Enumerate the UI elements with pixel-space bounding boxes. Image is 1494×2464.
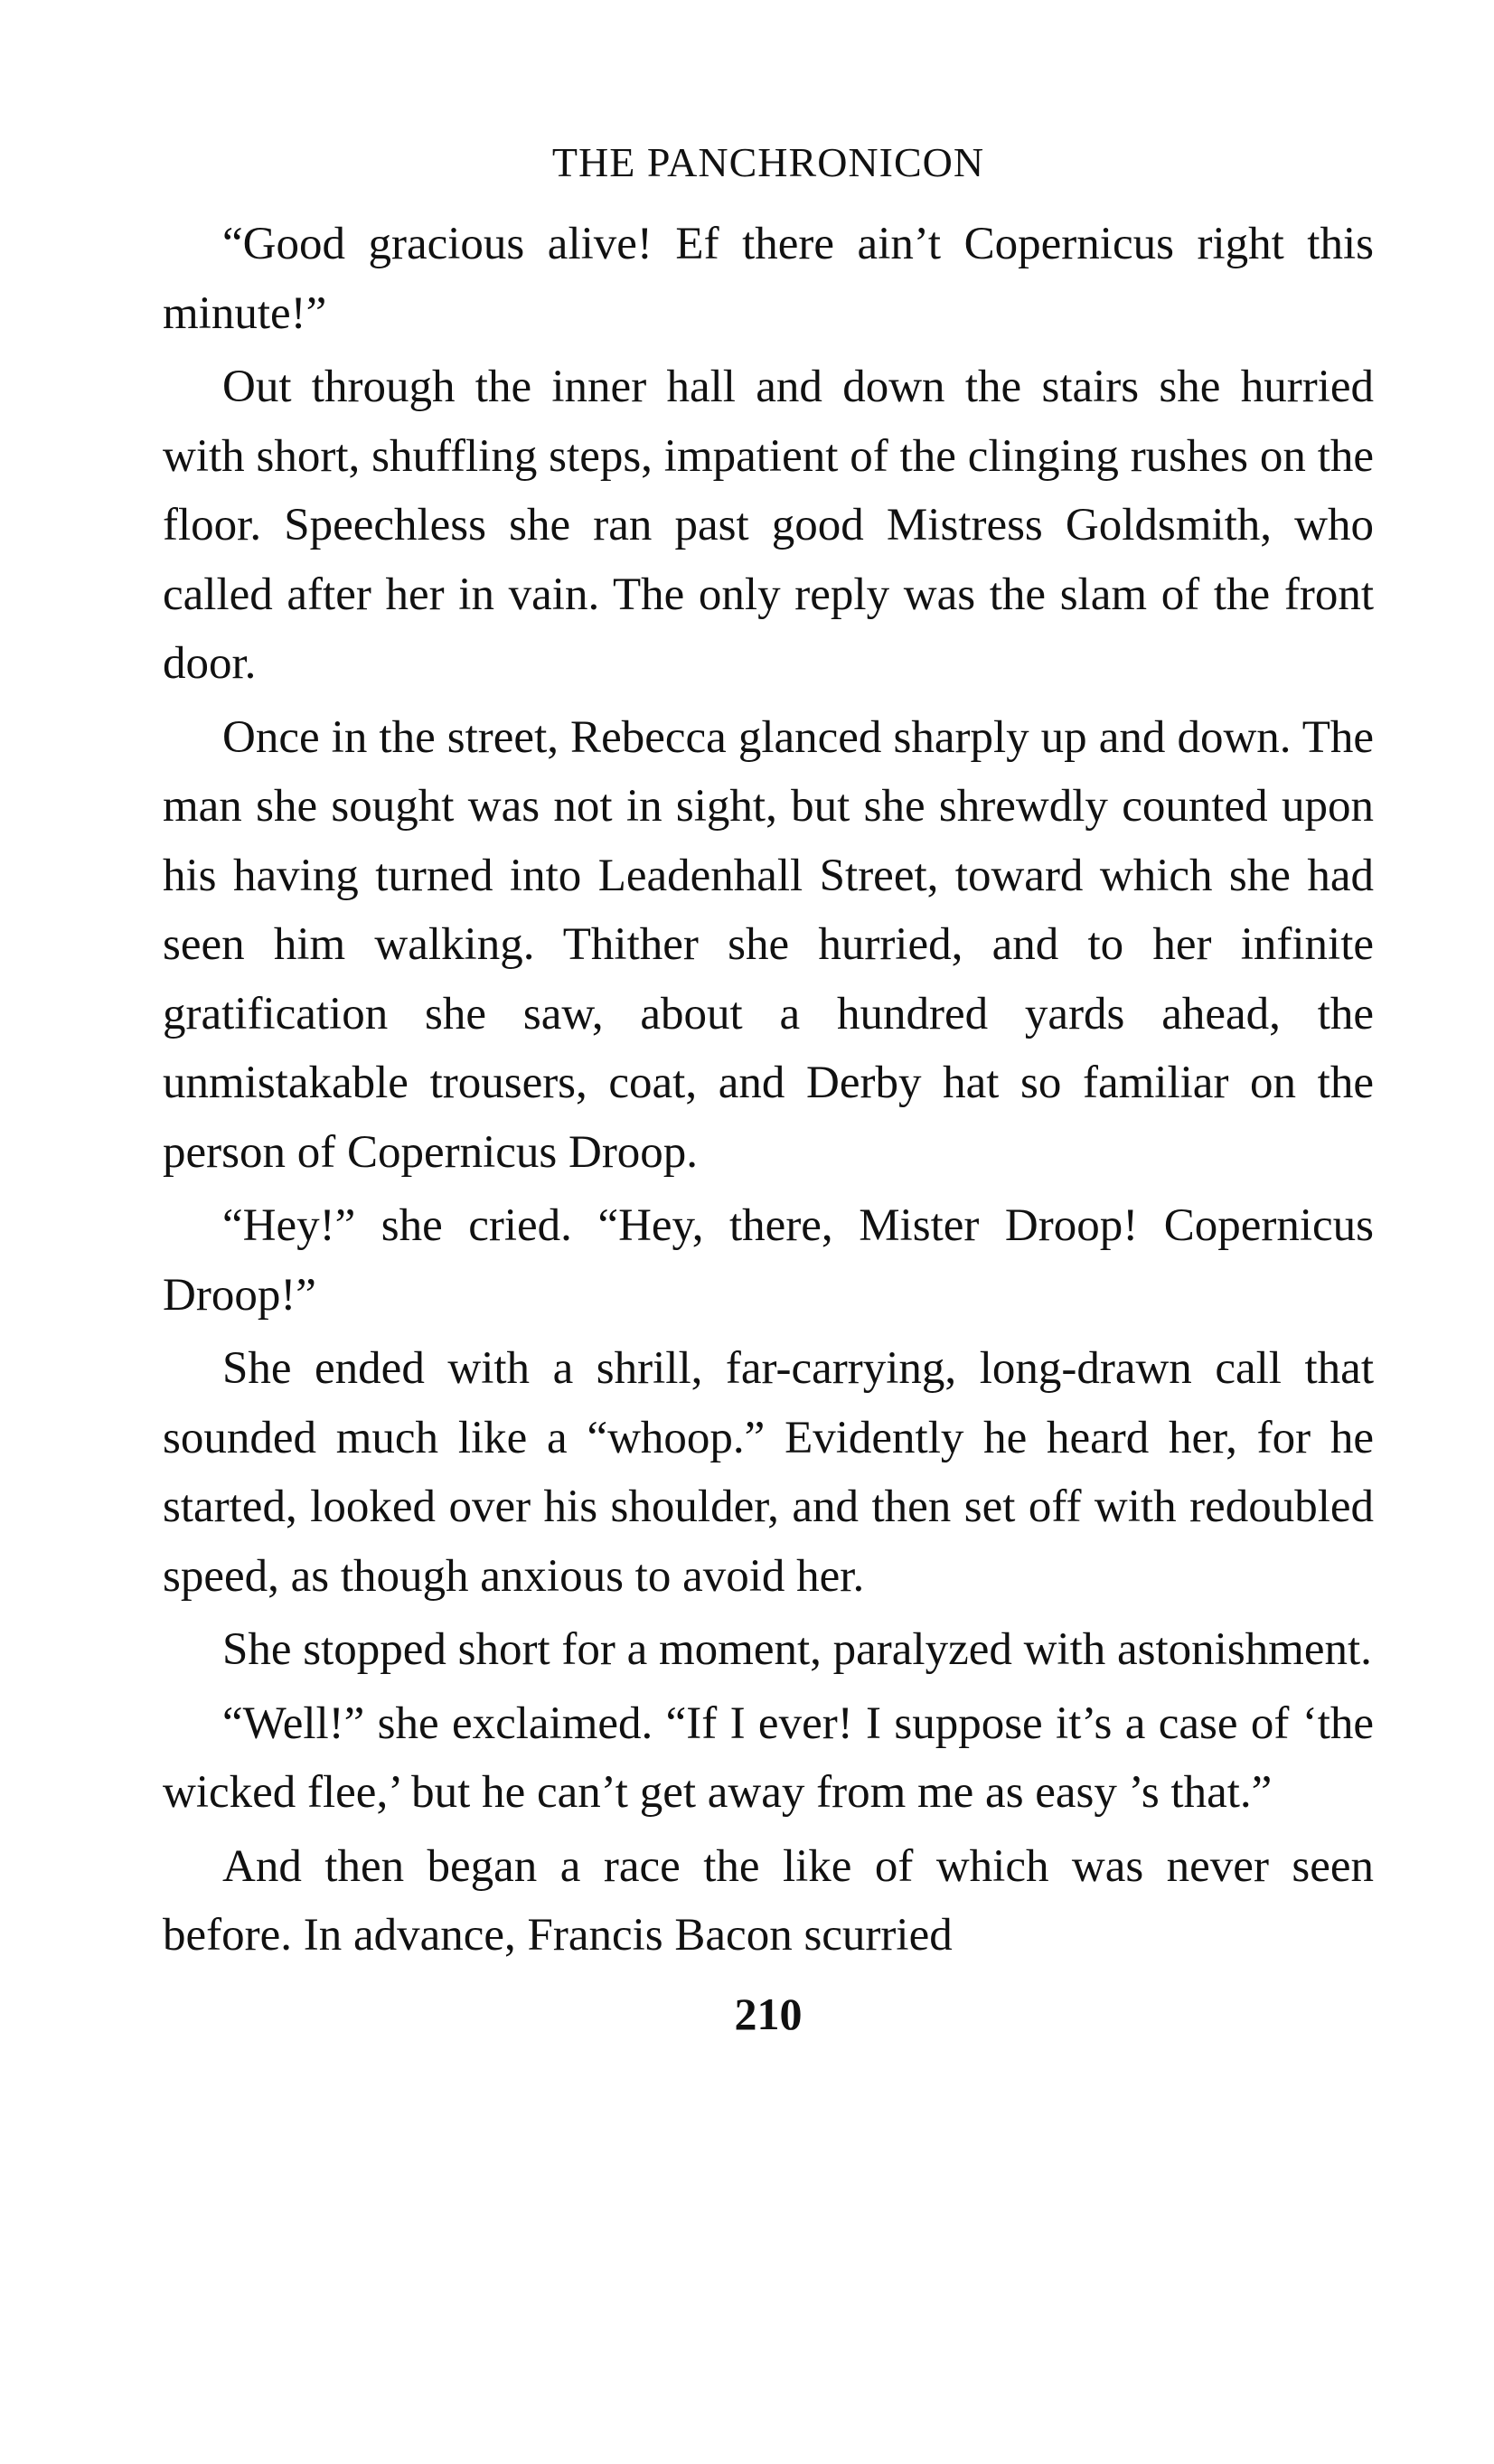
- page-number: 210: [734, 1988, 803, 2039]
- paragraph: Out through the inner hall and down the stairs she hurried with short, shuffling steps, impatient of the clinging rushes on the floor. Speechless she ran past good Mistress Goldsmith, who called after her in vain. The only reply was the slam of the front door.: [163, 362, 1374, 689]
- body-text: [163, 210, 1374, 1970]
- paragraph: She ended with a shrill, far-carrying, long-drawn call that sounded much like a “whoop.” Evidently he heard her, for he started, looked over his shoulder, and then set off with redoubled speed, as though anxious to avoid her.: [163, 1343, 1374, 1602]
- book-page: [163, 136, 1374, 2041]
- paragraph: “Good gracious alive! Ef there ain’t Copernicus right this minute!”: [163, 219, 1374, 339]
- paragraph: Once in the street, Rebecca glanced sharply up and down. The man she sought was not in sight, but she shrewdly counted upon his having turned into Leadenhall Street, toward which she had seen him walking. Thither she hurried, and to her infinite gratification she saw, about a hundred yards ahead, the unmistakable trousers, coat, and Derby hat so familiar on the person of Copernicus Droop.: [163, 711, 1374, 1178]
- paragraph: “Well!” she exclaimed. “If I ever! I suppose it’s a case of ‘the wicked flee,’ but he can’t get away from me as easy ’s that.”: [163, 1698, 1374, 1818]
- paragraph: And then began a race the like of which was never seen before. In advance, Francis Bacon scurried: [163, 1840, 1374, 1961]
- paragraph: She stopped short for a moment, paralyzed with astonishment.: [222, 1624, 1372, 1675]
- paragraph: “Hey!” she cried. “Hey, there, Mister Droop! Copernicus Droop!”: [163, 1200, 1374, 1321]
- running-head: THE PANCHRONICON: [551, 139, 985, 185]
